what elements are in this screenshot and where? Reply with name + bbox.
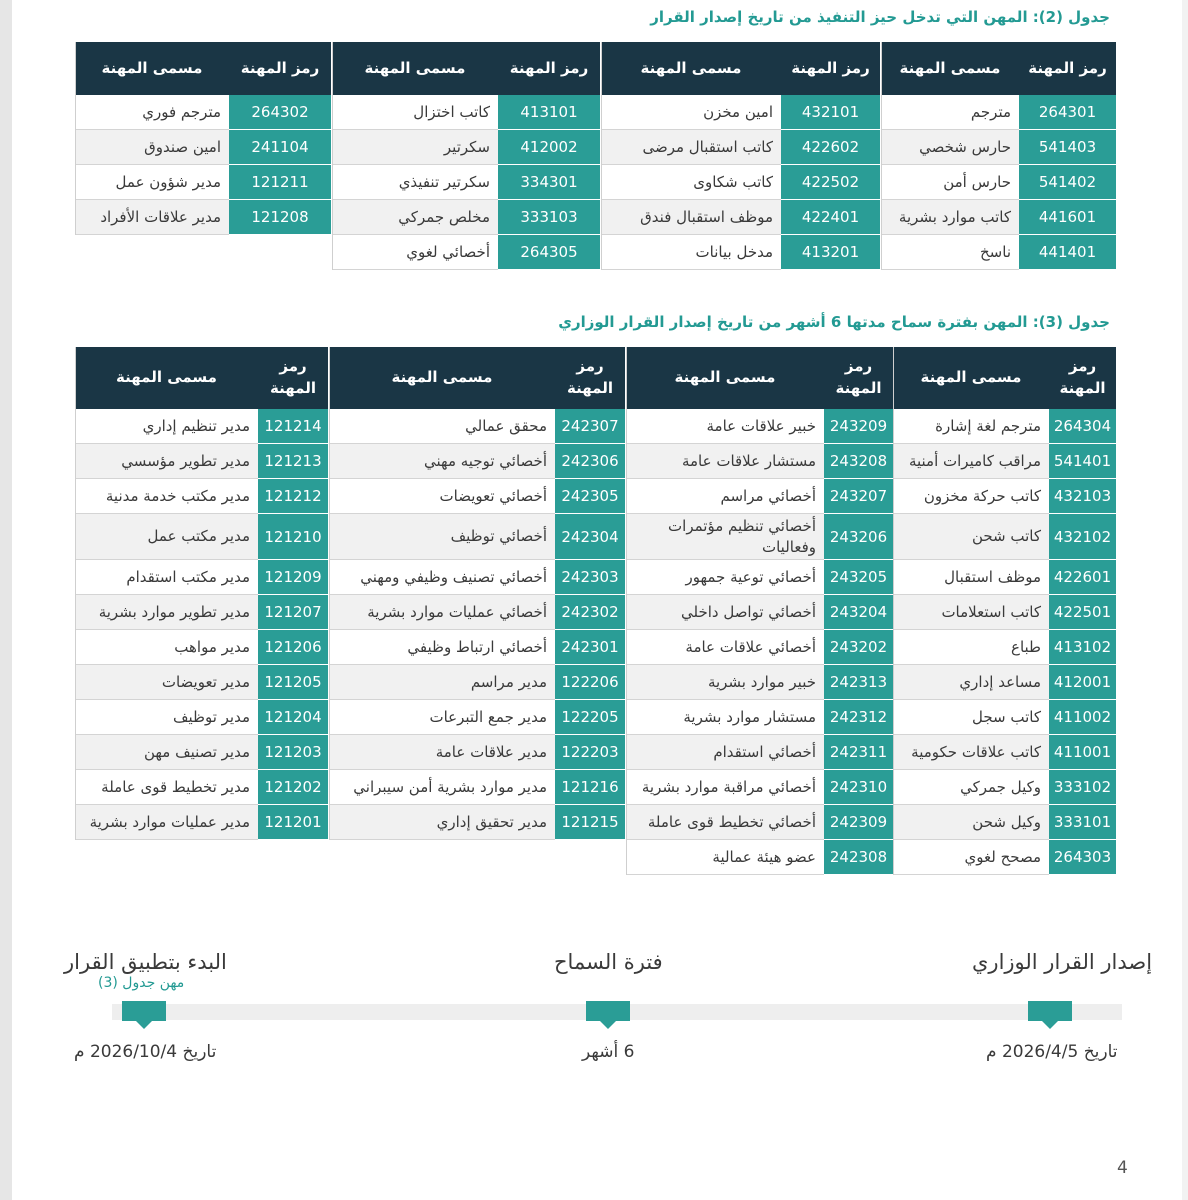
occupation-code: 242305 (555, 479, 625, 514)
table3-caption: جدول (3): المهن بفترة سماح مدتها 6 أشهر من تاريخ إصدار القرار الوزاري (558, 313, 1110, 331)
occupation-name: أخصائي توعية جمهور (626, 560, 824, 595)
occupation-name: كاتب اختزال (332, 95, 498, 130)
occupation-name: مدير مواهب (75, 630, 258, 665)
occupation-code: 432101 (781, 95, 880, 130)
column-divider (893, 347, 894, 875)
occupation-code: 441401 (1019, 235, 1116, 270)
header-code: رمز المهنة (555, 347, 625, 409)
column-divider (881, 42, 882, 270)
occupation-name: مدير عمليات موارد بشرية (75, 805, 258, 840)
occupation-code: 121208 (229, 200, 331, 235)
occupation-name: مدير تطوير مؤسسي (75, 444, 258, 479)
occupation-code: 413101 (498, 95, 600, 130)
header-code: رمز المهنة (824, 347, 893, 409)
occupation-name: امين مخزن (601, 95, 781, 130)
occupation-name: كاتب حركة مخزون (893, 479, 1049, 514)
occupation-name: كاتب استقبال مرضى (601, 130, 781, 165)
occupation-code: 264304 (1049, 409, 1116, 444)
occupation-code: 411001 (1049, 735, 1116, 770)
occupation-code: 243206 (824, 514, 893, 560)
occupation-code: 243209 (824, 409, 893, 444)
occupation-name: مدير تصنيف مهن (75, 735, 258, 770)
occupation-name: أخصائي تنظيم مؤتمرات وفعاليات (626, 514, 824, 560)
occupation-code: 121207 (258, 595, 328, 630)
occupation-name: أخصائي ارتباط وظيفي (329, 630, 555, 665)
occupation-code: 121201 (258, 805, 328, 840)
occupation-name: مدير مكتب خدمة مدنية (75, 479, 258, 514)
occupation-code: 422401 (781, 200, 880, 235)
occupation-name: مدير تخطيط قوى عاملة (75, 770, 258, 805)
occupation-name: أخصائي استقدام (626, 735, 824, 770)
header-code: رمز المهنة (498, 42, 600, 95)
occupation-code: 121205 (258, 665, 328, 700)
occupation-code: 541401 (1049, 444, 1116, 479)
document-page (12, 0, 1182, 1200)
occupation-code: 422502 (781, 165, 880, 200)
occupation-name: كاتب شكاوى (601, 165, 781, 200)
occupation-name: سكرتير تنفيذي (332, 165, 498, 200)
timeline-issue-title: إصدار القرار الوزاري (972, 950, 1153, 974)
occupation-code: 541402 (1019, 165, 1116, 200)
occupation-code: 242313 (824, 665, 893, 700)
occupation-name: امين صندوق (75, 130, 229, 165)
occupation-code: 242311 (824, 735, 893, 770)
occupation-name: مترجم لغة إشارة (893, 409, 1049, 444)
occupation-name: وكيل شحن (893, 805, 1049, 840)
occupation-code: 121203 (258, 735, 328, 770)
occupation-code: 121209 (258, 560, 328, 595)
header-name: مسمى المهنة (332, 42, 498, 95)
occupation-name: مدير تطوير موارد بشرية (75, 595, 258, 630)
occupation-code: 242303 (555, 560, 625, 595)
column-divider (329, 347, 330, 840)
header-name: مسمى المهنة (881, 42, 1019, 95)
occupation-code: 243207 (824, 479, 893, 514)
occupation-name: كاتب علاقات حكومية (893, 735, 1049, 770)
occupation-name: خبير علاقات عامة (626, 409, 824, 444)
header-code: رمز المهنة (229, 42, 331, 95)
occupation-name: ناسخ (881, 235, 1019, 270)
occupation-code: 413201 (781, 235, 880, 270)
header-code: رمز المهنة (1019, 42, 1116, 95)
occupation-name: أخصائي تعويضات (329, 479, 555, 514)
occupation-code: 333103 (498, 200, 600, 235)
occupation-name: أخصائي توظيف (329, 514, 555, 560)
occupation-name: موظف استقبال فندق (601, 200, 781, 235)
header-name: مسمى المهنة (75, 347, 258, 409)
occupation-code: 122205 (555, 700, 625, 735)
page-number: 4 (1117, 1158, 1128, 1178)
occupation-code: 242301 (555, 630, 625, 665)
occupation-code: 242304 (555, 514, 625, 560)
occupation-name: مدير جمع التبرعات (329, 700, 555, 735)
occupation-name: مستشار علاقات عامة (626, 444, 824, 479)
timeline-grace-duration: 6 أشهر (582, 1042, 635, 1062)
occupation-name: حارس شخصي (881, 130, 1019, 165)
occupation-code: 333101 (1049, 805, 1116, 840)
occupation-code: 412001 (1049, 665, 1116, 700)
occupation-code: 121211 (229, 165, 331, 200)
occupation-name: خبير موارد بشرية (626, 665, 824, 700)
occupation-name: أخصائي توجيه مهني (329, 444, 555, 479)
column-divider (601, 42, 602, 270)
occupation-code: 264305 (498, 235, 600, 270)
timeline-marker-issue (1028, 1001, 1072, 1021)
occupation-name: أخصائي تواصل داخلي (626, 595, 824, 630)
occupation-name: مراقب كاميرات أمنية (893, 444, 1049, 479)
occupation-code: 241104 (229, 130, 331, 165)
column-divider (75, 347, 76, 840)
occupation-name: أخصائي تخطيط قوى عاملة (626, 805, 824, 840)
occupation-name: كاتب شحن (893, 514, 1049, 560)
occupation-name: مستشار موارد بشرية (626, 700, 824, 735)
occupation-code: 264302 (229, 95, 331, 130)
occupation-code: 243204 (824, 595, 893, 630)
occupation-name: مخلص جمركي (332, 200, 498, 235)
timeline-marker-start (122, 1001, 166, 1021)
timeline-marker-grace (586, 1001, 630, 1021)
occupation-name: أخصائي مراقبة موارد بشرية (626, 770, 824, 805)
occupation-code: 242310 (824, 770, 893, 805)
header-code: رمز المهنة (1049, 347, 1116, 409)
occupation-code: 264301 (1019, 95, 1116, 130)
occupation-code: 333102 (1049, 770, 1116, 805)
header-name: مسمى المهنة (601, 42, 781, 95)
occupation-name: مترجم (881, 95, 1019, 130)
occupation-code: 121202 (258, 770, 328, 805)
occupation-code: 411002 (1049, 700, 1116, 735)
occupation-name: مترجم فوري (75, 95, 229, 130)
occupation-code: 242306 (555, 444, 625, 479)
occupation-code: 242307 (555, 409, 625, 444)
occupation-name: مدير موارد بشرية أمن سيبراني (329, 770, 555, 805)
occupation-name: مساعد إداري (893, 665, 1049, 700)
occupation-name: مدير تحقيق إداري (329, 805, 555, 840)
occupation-code: 121212 (258, 479, 328, 514)
occupation-code: 264303 (1049, 840, 1116, 875)
occupation-code: 432103 (1049, 479, 1116, 514)
occupation-name: مدير تعويضات (75, 665, 258, 700)
occupation-code: 121210 (258, 514, 328, 560)
occupation-name: مدير علاقات عامة (329, 735, 555, 770)
occupation-code: 243202 (824, 630, 893, 665)
occupation-code: 243208 (824, 444, 893, 479)
occupation-name: سكرتير (332, 130, 498, 165)
occupation-name: مدير علاقات الأفراد (75, 200, 229, 235)
occupation-code: 121214 (258, 409, 328, 444)
occupation-code: 242302 (555, 595, 625, 630)
occupation-name: مدير مكتب استقدام (75, 560, 258, 595)
header-name: مسمى المهنة (329, 347, 555, 409)
occupation-code: 121204 (258, 700, 328, 735)
occupation-name: مدخل بيانات (601, 235, 781, 270)
header-name: مسمى المهنة (75, 42, 229, 95)
occupation-name: كاتب سجل (893, 700, 1049, 735)
occupation-code: 121215 (555, 805, 625, 840)
column-divider (75, 42, 76, 235)
occupation-code: 334301 (498, 165, 600, 200)
occupation-code: 541403 (1019, 130, 1116, 165)
occupation-name: محقق عمالي (329, 409, 555, 444)
table2-caption: جدول (2): المهن التي تدخل حيز التنفيذ من تاريخ إصدار القرار (650, 8, 1110, 26)
occupation-code: 422501 (1049, 595, 1116, 630)
occupation-code: 121216 (555, 770, 625, 805)
occupation-name: أخصائي مراسم (626, 479, 824, 514)
occupation-name: مدير مكتب عمل (75, 514, 258, 560)
occupation-name: مدير توظيف (75, 700, 258, 735)
header-name: مسمى المهنة (893, 347, 1049, 409)
timeline-issue-date: تاريخ 2026/4/5 م (986, 1042, 1118, 1062)
occupation-name: مدير شؤون عمل (75, 165, 229, 200)
occupation-name: عضو هيئة عمالية (626, 840, 824, 875)
header-code: رمز المهنة (781, 42, 880, 95)
occupation-name: مصحح لغوي (893, 840, 1049, 875)
occupation-code: 422602 (781, 130, 880, 165)
column-divider (332, 42, 333, 270)
occupation-code: 412002 (498, 130, 600, 165)
occupation-name: حارس أمن (881, 165, 1019, 200)
column-divider (626, 347, 627, 875)
occupation-name: كاتب موارد بشرية (881, 200, 1019, 235)
occupation-code: 422601 (1049, 560, 1116, 595)
occupation-name: كاتب استعلامات (893, 595, 1049, 630)
occupation-code: 121213 (258, 444, 328, 479)
occupation-code: 242309 (824, 805, 893, 840)
occupation-code: 122203 (555, 735, 625, 770)
occupation-code: 121206 (258, 630, 328, 665)
timeline-start-subtitle: مهن جدول (3) (98, 975, 185, 991)
occupation-name: طباع (893, 630, 1049, 665)
timeline-start-date: تاريخ 2026/10/4 م (74, 1042, 217, 1062)
occupation-name: موظف استقبال (893, 560, 1049, 595)
occupation-name: أخصائي علاقات عامة (626, 630, 824, 665)
occupation-code: 243205 (824, 560, 893, 595)
occupation-name: أخصائي عمليات موارد بشرية (329, 595, 555, 630)
occupation-code: 441601 (1019, 200, 1116, 235)
occupation-code: 413102 (1049, 630, 1116, 665)
occupation-code: 242308 (824, 840, 893, 875)
occupation-code: 122206 (555, 665, 625, 700)
occupation-name: مدير مراسم (329, 665, 555, 700)
timeline-start-title: البدء بتطبيق القرار (64, 950, 227, 974)
page-margin (0, 0, 12, 1200)
occupation-name: مدير تنظيم إداري (75, 409, 258, 444)
occupation-name: أخصائي لغوي (332, 235, 498, 270)
occupation-name: أخصائي تصنيف وظيفي ومهني (329, 560, 555, 595)
timeline-grace-title: فترة السماح (554, 950, 663, 974)
occupation-code: 242312 (824, 700, 893, 735)
header-code: رمز المهنة (258, 347, 328, 409)
occupation-code: 432102 (1049, 514, 1116, 560)
occupation-name: وكيل جمركي (893, 770, 1049, 805)
header-name: مسمى المهنة (626, 347, 824, 409)
